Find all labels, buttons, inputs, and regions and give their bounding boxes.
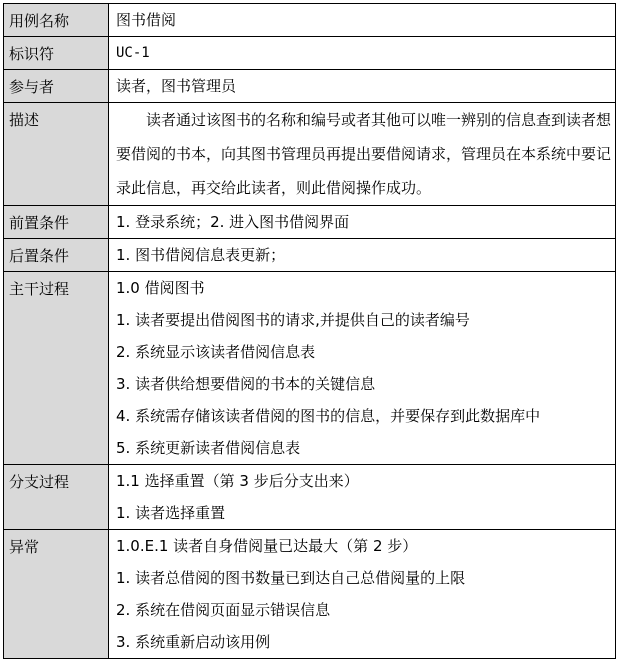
main-flow-line: 1.0 借阅图书 — [116, 279, 205, 297]
alternate-flow-line: 1.1 选择重置（第 3 步后分支出来） — [116, 472, 359, 490]
postcondition-line: 1. 图书借阅信息表更新； — [116, 246, 286, 264]
exception-line: 1. 读者总借阅的图书数量已到达自己总借阅量的上限 — [116, 569, 466, 587]
main-flow-line: 2. 系统显示该读者借阅信息表 — [116, 343, 316, 361]
label-preconditions: 前置条件 — [4, 206, 109, 239]
label-postconditions: 后置条件 — [4, 239, 109, 272]
row-main-flow — [4, 272, 616, 465]
label-alternate-flow: 分支过程 — [4, 465, 109, 530]
value-actors — [109, 70, 616, 103]
use-case-name-text: 图书借阅 — [116, 11, 177, 29]
main-flow-line: 5. 系统更新读者借阅信息表 — [116, 439, 301, 457]
actors-text: 读者，图书管理员 — [116, 77, 237, 95]
label-actors: 参与者 — [4, 70, 109, 103]
exception-line: 2. 系统在借阅页面显示错误信息 — [116, 601, 331, 619]
main-flow-line: 3. 读者供给想要借阅的书本的关键信息 — [116, 375, 376, 393]
value-main-flow — [109, 272, 616, 465]
row-exceptions — [4, 530, 616, 659]
value-use-case-name — [109, 4, 616, 37]
main-flow-line: 4. 系统需存储该读者借阅的图书的信息，并要保存到此数据库中 — [116, 407, 541, 425]
label-exceptions: 异常 — [4, 530, 109, 659]
main-flow-line: 1. 读者要提出借阅图书的请求,并提供自己的读者编号 — [116, 311, 470, 329]
row-alternate-flow — [4, 465, 616, 530]
row-actors — [4, 70, 616, 103]
value-description — [109, 103, 616, 206]
row-identifier — [4, 37, 616, 70]
value-exceptions — [109, 530, 616, 659]
value-identifier — [109, 37, 616, 70]
exception-line: 1.0.E.1 读者自身借阅量已达最大（第 2 步） — [116, 537, 418, 555]
exception-line: 3. 系统重新启动该用例 — [116, 633, 271, 651]
precondition-line: 1. 登录系统；2. 进入图书借阅界面 — [116, 213, 350, 231]
label-identifier: 标识符 — [4, 37, 109, 70]
row-postconditions — [4, 239, 616, 272]
value-preconditions — [109, 206, 616, 239]
value-alternate-flow — [109, 465, 616, 530]
alternate-flow-line: 1. 读者选择重置 — [116, 504, 226, 522]
value-postconditions — [109, 239, 616, 272]
description-text: 读者通过该图书的名称和编号或者其他可以唯一辨别的信息查到读者想要借阅的书本，向其图书管理员再提出要借阅请求，管理员在本系统中要记录此信息，再交给此读者，则此借阅操作成功。 — [116, 111, 612, 197]
label-description: 描述 — [4, 103, 109, 206]
row-description — [4, 103, 616, 206]
label-use-case-name: 用例名称 — [4, 4, 109, 37]
use-case-table — [3, 3, 616, 659]
label-main-flow: 主干过程 — [4, 272, 109, 465]
identifier-text: UC-1 — [116, 45, 150, 61]
row-preconditions — [4, 206, 616, 239]
row-use-case-name — [4, 4, 616, 37]
